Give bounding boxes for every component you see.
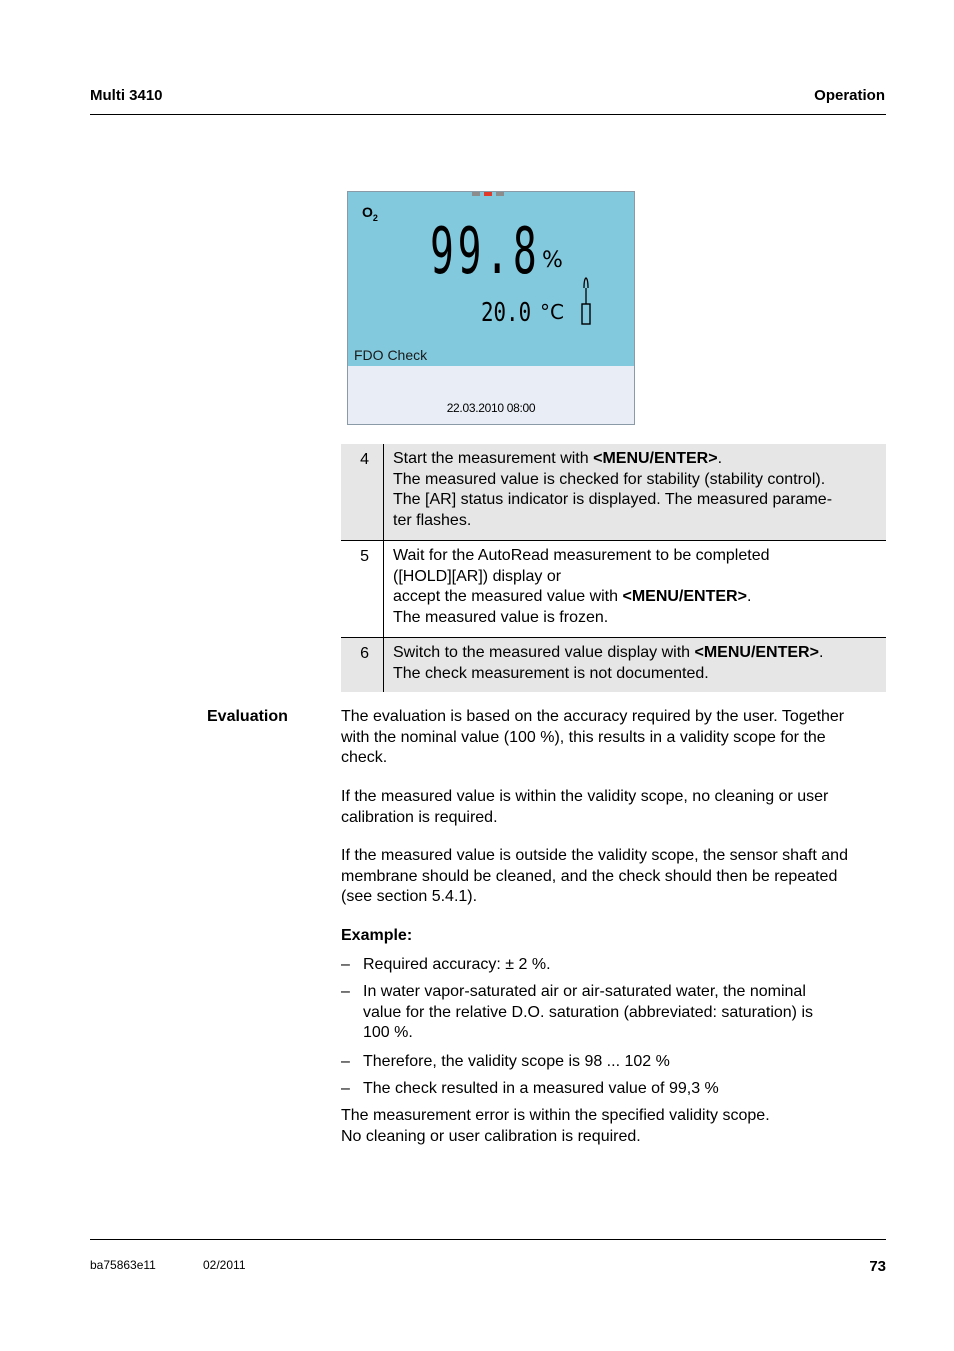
step-number: 6 bbox=[341, 638, 384, 692]
header-rule bbox=[90, 114, 886, 115]
list-dash: – bbox=[341, 956, 350, 973]
step-row-4 bbox=[341, 444, 886, 540]
status-led-1 bbox=[472, 192, 480, 196]
measured-unit: % bbox=[542, 248, 563, 273]
steps-table bbox=[341, 444, 886, 692]
evaluation-paragraph-3: If the measured value is outside the validity scope, the sensor shaft and membrane should be cleaned, and the check should then be repeated (see section 5.4.1). bbox=[341, 847, 848, 906]
list-dash: – bbox=[341, 1053, 350, 1070]
evaluation-paragraph-2: If the measured value is within the validity scope, no cleaning or user calibration is required. bbox=[341, 788, 829, 826]
key-label: <MENU/ENTER> bbox=[694, 644, 819, 661]
step-text bbox=[384, 444, 886, 540]
step-text bbox=[384, 638, 886, 692]
parameter-label: $O_2$ bbox=[362, 204, 378, 223]
step-line: accept the measured value with <MENU/ENTER>. bbox=[393, 588, 752, 606]
list-item: – Required accuracy: ± 2 %. bbox=[341, 955, 889, 976]
display-screen bbox=[348, 192, 634, 366]
step-row-5 bbox=[341, 540, 886, 637]
evaluation-paragraph-1: The evaluation is based on the accuracy required by the user. Together with the nominal value (100 %), this results in a validity scope for the check. bbox=[341, 708, 845, 767]
evaluation-heading: Evaluation bbox=[207, 708, 288, 725]
step-number: 4 bbox=[341, 444, 384, 540]
temperature-value: 20.0 bbox=[481, 298, 532, 328]
step-line: Wait for the AutoRead measurement to be completed bbox=[393, 547, 770, 564]
list-item: – In water vapor-saturated air or air-saturated water, the nominal value for the relative D.O. saturation (abbreviated: saturation) is 100 %. bbox=[341, 983, 813, 1042]
key-label: <MENU/ENTER> bbox=[622, 588, 747, 606]
step-line: Start the measurement with <MENU/ENTER>. bbox=[393, 450, 723, 467]
step-line: The measured value is checked for stability (stability control). bbox=[393, 470, 826, 488]
step-text bbox=[384, 541, 886, 637]
conclusion-paragraph: The measurement error is within the specified validity scope. No cleaning or user calibration is required. bbox=[341, 1107, 770, 1145]
footer-rule bbox=[90, 1239, 886, 1240]
footer-date: 02/2011 bbox=[203, 1258, 246, 1272]
page-header-right: Operation bbox=[814, 87, 885, 104]
mode-label: FDO Check bbox=[354, 347, 428, 363]
step-row-6 bbox=[341, 637, 886, 692]
step-line: ter flashes. bbox=[393, 512, 472, 530]
example-heading: Example: bbox=[341, 927, 413, 944]
temperature-unit: °C bbox=[540, 300, 564, 324]
step-line: ([HOLD][AR]) display or bbox=[393, 567, 562, 585]
page-number: 73 bbox=[869, 1258, 886, 1275]
list-dash: – bbox=[341, 1080, 350, 1097]
footer-doc-id: ba75863e11 bbox=[90, 1258, 156, 1272]
step-line: The measured value is frozen. bbox=[393, 609, 609, 627]
list-item: – The check resulted in a measured value of 99,3 % bbox=[341, 1079, 889, 1100]
list-item: – Therefore, the validity scope is 98 ... 102 % bbox=[341, 1052, 889, 1073]
step-line: The [AR] status indicator is displayed. The measured parame- bbox=[393, 491, 833, 509]
step-line: The check measurement is not documented. bbox=[393, 664, 709, 682]
status-led-3 bbox=[496, 192, 504, 196]
list-dash: – bbox=[341, 983, 350, 1000]
measured-value: 99.8 bbox=[430, 215, 541, 289]
thermometer-icon bbox=[579, 276, 593, 326]
key-label: <MENU/ENTER> bbox=[593, 450, 718, 467]
step-line: Switch to the measured value display with <MENU/ENTER>. bbox=[393, 644, 824, 661]
page-header-left: Multi 3410 bbox=[90, 87, 163, 104]
status-led-2 bbox=[484, 192, 492, 196]
device-display bbox=[347, 191, 635, 425]
display-datetime: 22.03.2010 08:00 bbox=[446, 401, 536, 415]
step-number: 5 bbox=[341, 541, 384, 637]
